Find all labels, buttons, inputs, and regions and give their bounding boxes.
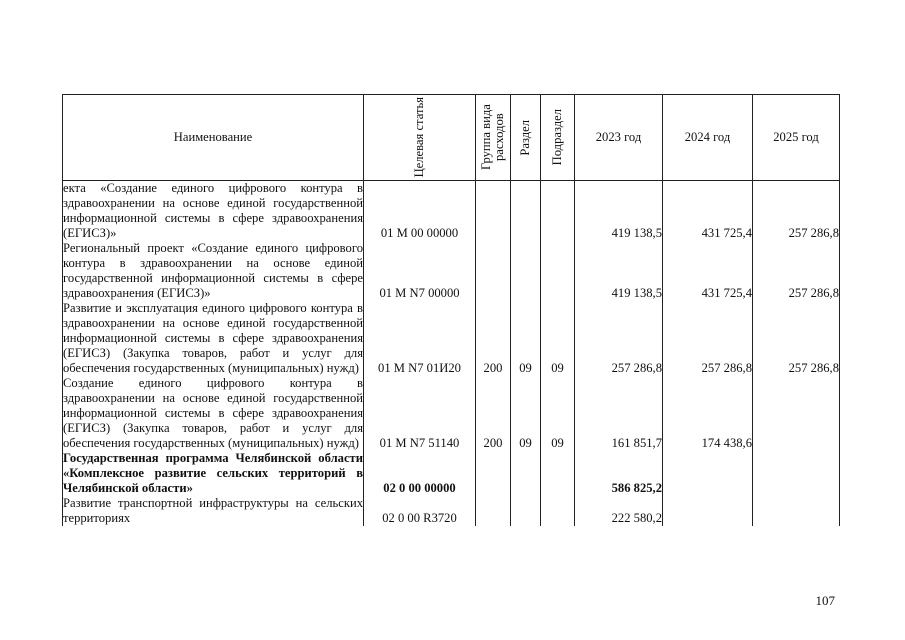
row-section-cell: 09 (511, 301, 541, 376)
header-name: Наименование (63, 95, 364, 181)
row-section-cell (511, 241, 541, 301)
row-2024-cell: 257 286,8 (663, 301, 753, 376)
row-group-cell (476, 451, 511, 496)
row-2024-cell: 431 725,4 (663, 241, 753, 301)
row-code-cell: 01 М N7 01И20 (364, 301, 476, 376)
row-group-cell: 200 (476, 301, 511, 376)
row-subsection-cell (541, 451, 575, 496)
row-group-cell: 200 (476, 376, 511, 451)
table-row (63, 241, 840, 301)
header-2023: 2023 год (575, 95, 663, 181)
budget-table (62, 94, 840, 526)
row-2023-cell: 222 580,2 (575, 496, 663, 526)
row-section-cell (511, 496, 541, 526)
row-2025-cell: 257 286,8 (753, 301, 840, 376)
header-2024: 2024 год (663, 95, 753, 181)
row-2025-cell: 257 286,8 (753, 241, 840, 301)
header-group: Группа вида расходов (476, 95, 511, 181)
row-name-cell: Региональный проект «Создание единого цифрового контура в здравоохранении на основе единой государственной информационной системы в сфере здравоохранения (ЕГИСЗ)» (63, 241, 363, 300)
row-2023-cell: 586 825,2 (575, 451, 663, 496)
row-group-cell (476, 181, 511, 242)
header-2025: 2025 год (753, 95, 840, 181)
row-2023-cell: 257 286,8 (575, 301, 663, 376)
row-code-cell: 01 М N7 00000 (364, 241, 476, 301)
row-name-cell: Создание единого цифрового контура в здравоохранении на основе единой государственной информационной системы в сфере здравоохранения (ЕГИСЗ) (Закупка товаров, работ и услуг для обеспечения государственных (муниципальных) нужд) (63, 376, 363, 450)
row-2023-cell: 419 138,5 (575, 241, 663, 301)
row-subsection-cell (541, 181, 575, 242)
table-row (63, 301, 840, 376)
row-subsection-cell (541, 496, 575, 526)
header-subsection: Подраздел (541, 95, 575, 181)
row-name-cell: Развитие транспортной инфраструктуры на сельских территориях (63, 496, 363, 525)
row-2025-cell (753, 496, 840, 526)
row-2024-cell: 431 725,4 (663, 181, 753, 242)
row-section-cell (511, 451, 541, 496)
page-number: 107 (815, 593, 835, 608)
row-2023-cell: 419 138,5 (575, 181, 663, 242)
row-name-cell: екта «Создание единого цифрового контура в здравоохранении на основе единой государственной информационной системы в сфере здравоохранения (ЕГИСЗ)» (63, 181, 363, 240)
row-subsection-cell: 09 (541, 301, 575, 376)
row-2025-cell (753, 376, 840, 451)
row-name-cell: Развитие и эксплуатация единого цифрового контура в здравоохранении на основе единой государственной информационной системы в сфере здравоохранения (ЕГИСЗ) (Закупка товаров, работ и услуг для обеспечения государственных (муниципальных) нужд) (63, 301, 363, 375)
table-body (63, 181, 840, 527)
row-subsection-cell (541, 241, 575, 301)
row-2025-cell (753, 451, 840, 496)
row-group-cell (476, 496, 511, 526)
row-2023-cell: 161 851,7 (575, 376, 663, 451)
table-row (63, 451, 840, 496)
table-row (63, 496, 840, 526)
table-row (63, 181, 840, 242)
row-2024-cell: 174 438,6 (663, 376, 753, 451)
row-code-cell: 01 М N7 51140 (364, 376, 476, 451)
row-name-cell: Государственная программа Челябинской области «Комплексное развитие сельских территорий в Челябинской области» (63, 451, 363, 495)
row-section-cell (511, 181, 541, 242)
row-section-cell: 09 (511, 376, 541, 451)
row-2024-cell (663, 451, 753, 496)
table-header-row (63, 95, 840, 181)
header-target: Целевая статья (364, 95, 476, 181)
row-subsection-cell: 09 (541, 376, 575, 451)
header-section: Раздел (511, 95, 541, 181)
row-code-cell: 01 М 00 00000 (364, 181, 476, 242)
row-group-cell (476, 241, 511, 301)
row-code-cell: 02 0 00 R3720 (364, 496, 476, 526)
table-row (63, 376, 840, 451)
row-2024-cell (663, 496, 753, 526)
row-code-cell: 02 0 00 00000 (364, 451, 476, 496)
row-2025-cell: 257 286,8 (753, 181, 840, 242)
